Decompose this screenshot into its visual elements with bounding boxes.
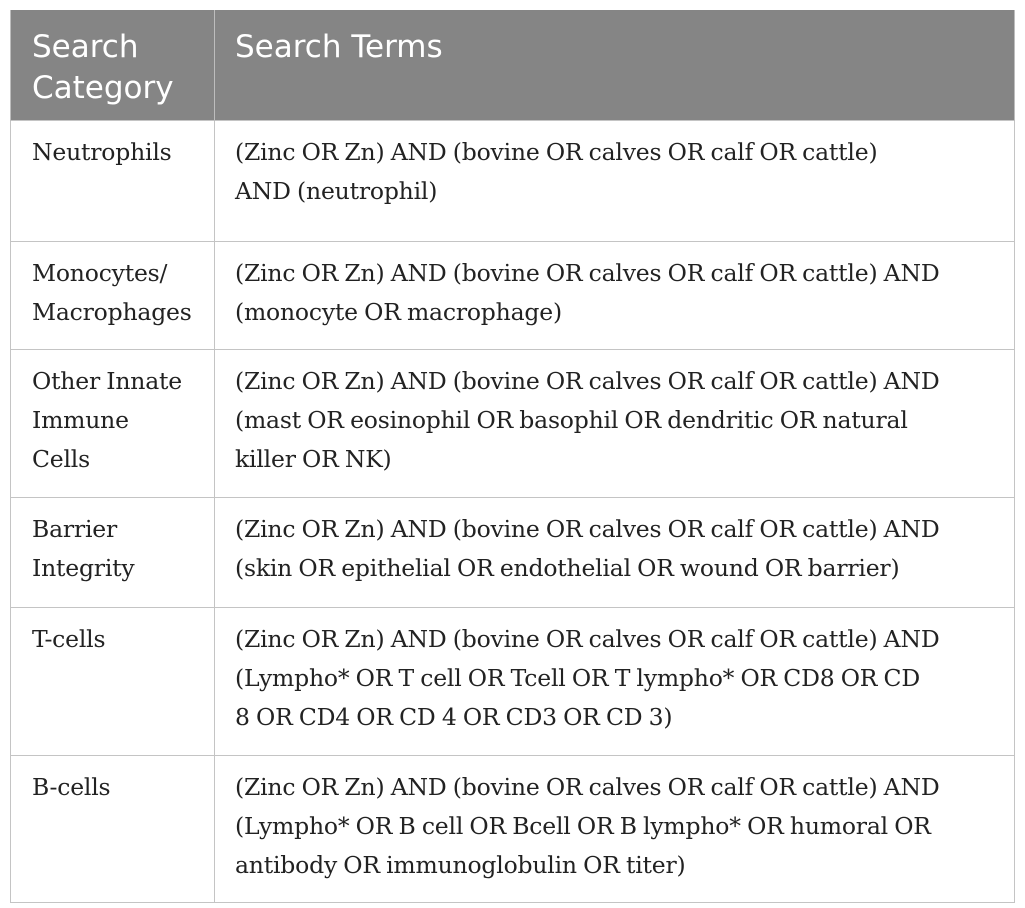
terms-line: (skin OR epithelial OR endothelial OR wound OR barrier) <box>235 554 900 582</box>
search-terms-table-container <box>10 10 1014 903</box>
terms-cell <box>215 756 1015 903</box>
terms-line: (Lympho* OR B cell OR Bcell OR B lympho* OR humoral OR <box>235 812 931 840</box>
category-line: Cells <box>32 445 90 473</box>
terms-cell <box>215 350 1015 498</box>
category-cell <box>11 756 215 903</box>
terms-cell <box>215 608 1015 756</box>
table-row <box>11 608 1015 756</box>
terms-line: AND (neutrophil) <box>235 177 438 205</box>
terms-cell <box>215 121 1015 242</box>
category-line: Barrier <box>32 515 118 543</box>
category-line: Monocytes/ <box>32 259 168 287</box>
terms-cell <box>215 498 1015 608</box>
terms-line: killer OR NK) <box>235 445 392 473</box>
terms-line: (Zinc OR Zn) AND (bovine OR calves OR calf OR cattle) AND <box>235 259 940 287</box>
category-cell <box>11 350 215 498</box>
header-search-category <box>11 10 215 121</box>
search-terms-table <box>10 10 1015 903</box>
header-line: Category <box>32 70 174 106</box>
terms-line: (monocyte OR macrophage) <box>235 298 562 326</box>
category-line: Other Innate <box>32 367 182 395</box>
terms-line: (Zinc OR Zn) AND (bovine OR calves OR calf OR cattle) AND <box>235 773 940 801</box>
terms-line: (mast OR eosinophil OR basophil OR dendritic OR natural <box>235 406 908 434</box>
terms-line: (Zinc OR Zn) AND (bovine OR calves OR calf OR cattle) AND <box>235 367 940 395</box>
category-cell <box>11 121 215 242</box>
table-row <box>11 756 1015 903</box>
category-cell <box>11 608 215 756</box>
terms-line: 8 OR CD4 OR CD 4 OR CD3 OR CD 3) <box>235 703 673 731</box>
category-line: Neutrophils <box>32 138 172 166</box>
category-line: Macrophages <box>32 298 192 326</box>
header-line: Search <box>32 29 139 65</box>
terms-line: antibody OR immunoglobulin OR titer) <box>235 851 686 879</box>
terms-line: (Lympho* OR T cell OR Tcell OR T lympho* OR CD8 OR CD <box>235 664 920 692</box>
terms-line: (Zinc OR Zn) AND (bovine OR calves OR calf OR cattle) AND <box>235 625 940 653</box>
category-line: T-cells <box>32 625 106 653</box>
terms-cell <box>215 242 1015 350</box>
terms-line: (Zinc OR Zn) AND (bovine OR calves OR calf OR cattle) AND <box>235 515 940 543</box>
category-cell <box>11 498 215 608</box>
category-line: Integrity <box>32 554 135 582</box>
table-row <box>11 498 1015 608</box>
table-row <box>11 121 1015 242</box>
table-row <box>11 350 1015 498</box>
category-cell <box>11 242 215 350</box>
category-line: B-cells <box>32 773 111 801</box>
table-row <box>11 242 1015 350</box>
terms-line: (Zinc OR Zn) AND (bovine OR calves OR calf OR cattle) <box>235 138 878 166</box>
table-header-row <box>11 10 1015 121</box>
header-search-terms: Search Terms <box>215 10 1015 121</box>
category-line: Immune <box>32 406 129 434</box>
